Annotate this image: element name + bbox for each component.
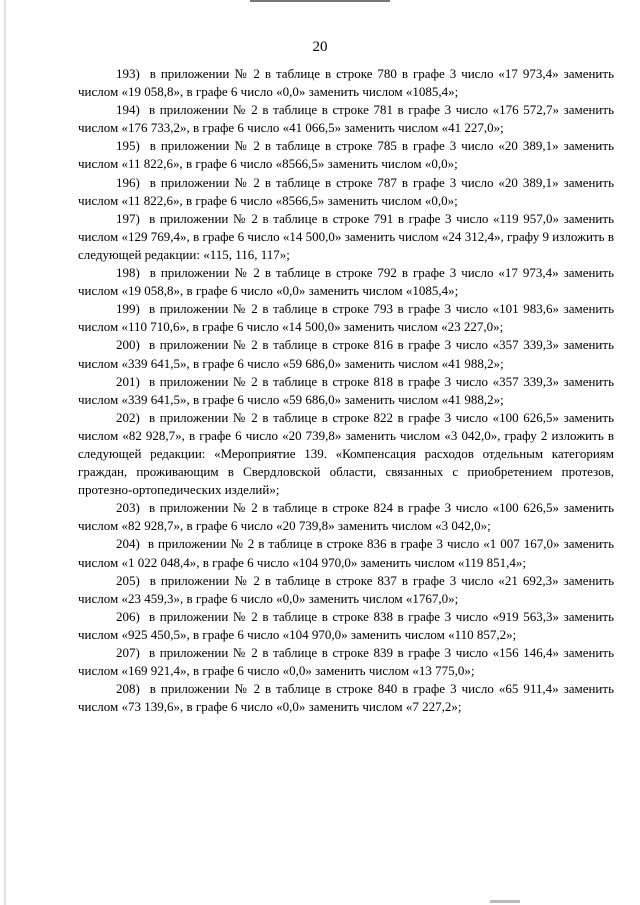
amendment-item: 193) в приложении № 2 в таблице в строке 780 в графе 3 число «17 973,4» заменить числом «19 058,8», в графе 6 число «0,0» заменить числом «1085,4»; <box>78 66 614 100</box>
amendment-list <box>78 65 614 716</box>
amendment-item: 201) в приложении № 2 в таблице в строке 818 в графе 3 число «357 339,3» заменить числом «339 641,5», в графе 6 число «59 686,0» заменить числом «41 988,2»; <box>78 373 614 407</box>
amendment-item: 202) в приложении № 2 в таблице в строке 822 в графе 3 число «100 626,5» заменить числом «82 928,7», в графе 6 число «20 739,8» заменить числом «3 042,0», графу 2 изложить в следующей редакции: «Мероприятие 139. «Компенсация расходов отдельным категориям граждан, проживающим в Свердловской области, связанных с приобретением протезов, протезно-ортопедических изделий»; <box>78 409 614 498</box>
amendment-item: 194) в приложении № 2 в таблице в строке 781 в графе 3 число «176 572,7» заменить числом «176 733,2», в графе 6 число «41 066,5» заменить числом «41 227,0»; <box>78 102 614 136</box>
amendment-item: 198) в приложении № 2 в таблице в строке 792 в графе 3 число «17 973,4» заменить числом «19 058,8», в графе 6 число «0,0» заменить числом «1085,4»; <box>78 265 614 299</box>
scan-artifact <box>490 900 520 903</box>
amendment-item: 205) в приложении № 2 в таблице в строке 837 в графе 3 число «21 692,3» заменить числом «23 459,3», в графе 6 число «0,0» заменить числом «1767,0»; <box>78 572 614 606</box>
amendment-item: 196) в приложении № 2 в таблице в строке 787 в графе 3 число «20 389,1» заменить числом «11 822,6», в графе 6 число «8566,5» заменить числом «0,0»; <box>78 174 614 208</box>
amendment-item: 207) в приложении № 2 в таблице в строке 839 в графе 3 число «156 146,4» заменить числом «169 921,4», в графе 6 число «0,0» заменить числом «13 775,0»; <box>78 645 614 679</box>
page-number: 20 <box>312 39 328 55</box>
amendment-item: 197) в приложении № 2 в таблице в строке 791 в графе 3 число «119 957,0» заменить числом «129 769,4», в графе 6 число «14 500,0» заменить числом «24 312,4», графу 9 изложить в следующей редакции: «115, 116, 117»; <box>78 210 614 262</box>
amendment-item: 208) в приложении № 2 в таблице в строке 840 в графе 3 число «65 911,4» заменить числом «73 139,6», в графе 6 число «0,0» заменить числом «7 227,2»; <box>78 681 614 715</box>
amendment-item: 200) в приложении № 2 в таблице в строке 816 в графе 3 число «357 339,3» заменить числом «339 641,5», в графе 6 число «59 686,0» заменить числом «41 988,2»; <box>78 337 614 371</box>
amendment-item: 206) в приложении № 2 в таблице в строке 838 в графе 3 число «919 563,3» заменить числом «925 450,5», в графе 6 число «104 970,0» заменить числом «110 857,2»; <box>78 608 614 642</box>
amendment-item: 203) в приложении № 2 в таблице в строке 824 в графе 3 число «100 626,5» заменить числом «82 928,7», в графе 6 число «20 739,8» заменить числом «3 042,0»; <box>78 500 614 534</box>
amendment-item: 199) в приложении № 2 в таблице в строке 793 в графе 3 число «101 983,6» заменить числом «110 710,6», в графе 6 число «14 500,0» заменить числом «23 227,0»; <box>78 301 614 335</box>
amendment-item: 204) в приложении № 2 в таблице в строке 836 в графе 3 число «1 007 167,0» заменить числом «1 022 048,4», в графе 6 число «104 970,0» заменить числом «119 851,4»; <box>78 536 614 570</box>
scan-edge <box>4 0 6 905</box>
top-rule <box>250 0 390 2</box>
amendment-item: 195) в приложении № 2 в таблице в строке 785 в графе 3 число «20 389,1» заменить числом «11 822,6», в графе 6 число «8566,5» заменить числом «0,0»; <box>78 138 614 172</box>
